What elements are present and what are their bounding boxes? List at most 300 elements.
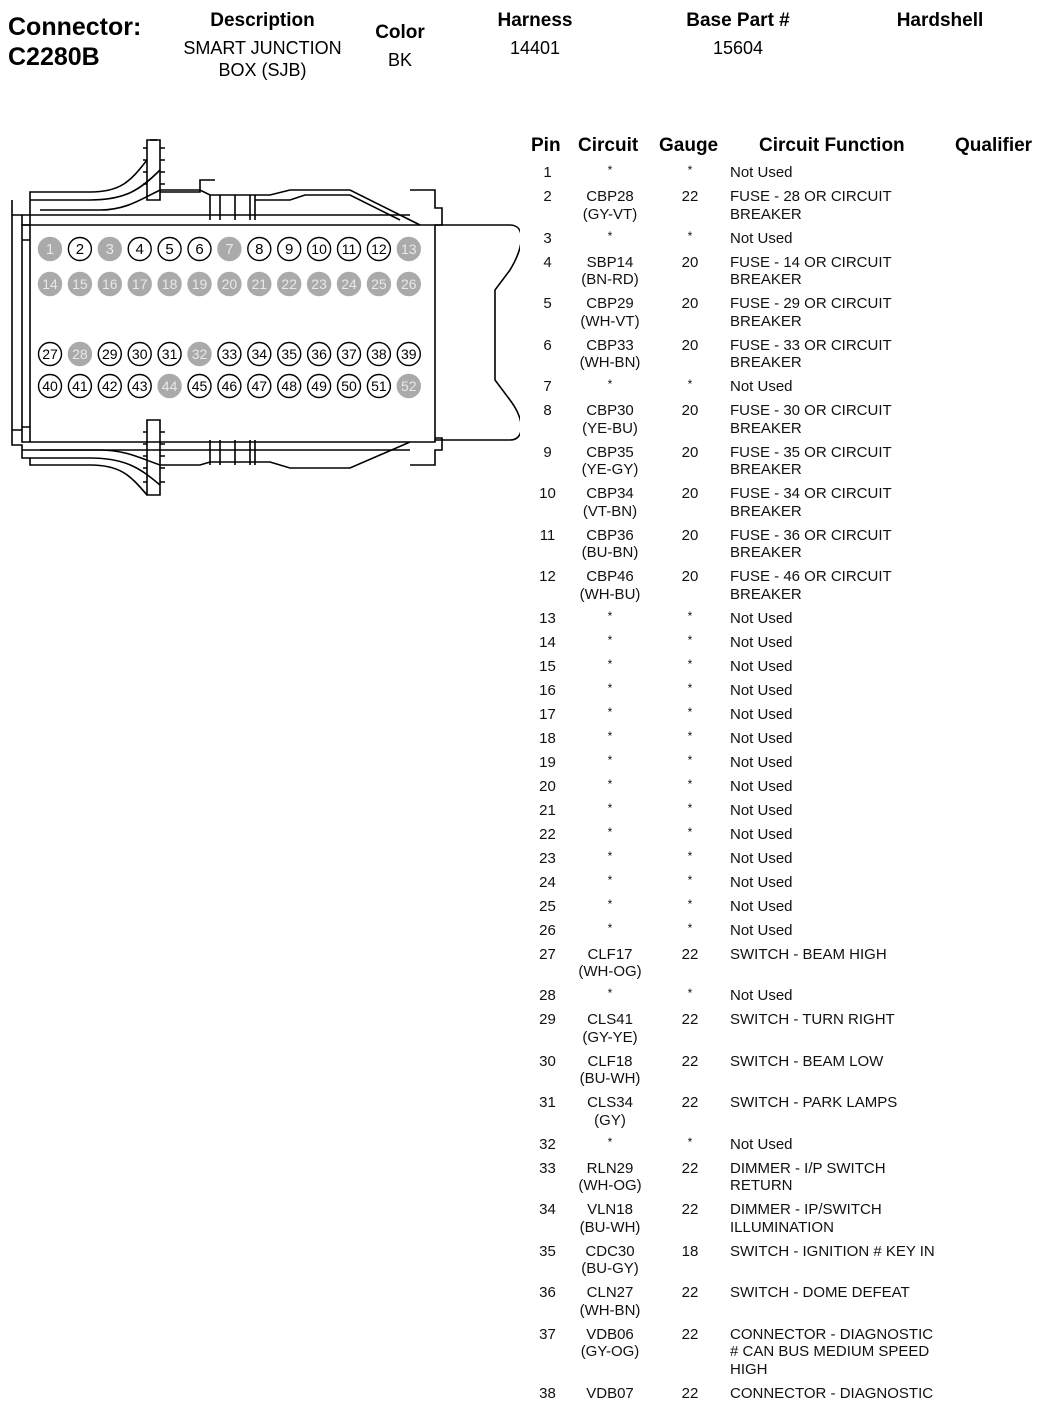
pin-label: 10 bbox=[311, 241, 327, 257]
pin-number: 16 bbox=[539, 681, 556, 699]
circuit-code: CLN27 bbox=[586, 1284, 634, 1301]
table-row bbox=[520, 1136, 1046, 1154]
table-row bbox=[520, 706, 1046, 724]
pin-label: 21 bbox=[251, 276, 268, 292]
pin-number: 25 bbox=[539, 897, 556, 915]
wire-gauge: 22 bbox=[681, 1384, 699, 1402]
table-row bbox=[520, 164, 1046, 182]
connector-pin bbox=[338, 375, 361, 398]
pin-number: 14 bbox=[539, 633, 556, 651]
pin-label: 39 bbox=[401, 346, 417, 362]
pin-number: 27 bbox=[539, 945, 556, 963]
pin-number: 26 bbox=[539, 921, 556, 939]
wire-color: (BU-WH) bbox=[579, 1218, 641, 1236]
pin-number: 8 bbox=[543, 402, 552, 419]
pin-label: 30 bbox=[131, 346, 148, 362]
pin-label: 19 bbox=[191, 276, 208, 292]
table-row bbox=[520, 802, 1046, 820]
connector-pin bbox=[128, 238, 151, 261]
circuit-function: FUSE - 34 OR CIRCUIT bbox=[730, 485, 892, 502]
circuit-code: * bbox=[607, 776, 613, 791]
pin-number: 34 bbox=[539, 1201, 556, 1218]
pin-label: 50 bbox=[341, 378, 357, 394]
circuit-code: CLF17 bbox=[587, 945, 633, 963]
color-label: Color bbox=[375, 22, 425, 43]
connector-pin bbox=[98, 343, 121, 366]
connector-pin bbox=[158, 238, 181, 261]
pin-label: 28 bbox=[72, 346, 88, 362]
connector-pin bbox=[308, 343, 331, 366]
table-row bbox=[520, 682, 1046, 700]
connector-pin bbox=[68, 375, 91, 398]
circuit-code: CBP29 bbox=[586, 295, 634, 312]
circuit-code: * bbox=[607, 848, 613, 863]
connector-pin bbox=[367, 375, 390, 398]
circuit-function: Not Used bbox=[730, 378, 793, 395]
pin-number: 21 bbox=[539, 801, 556, 819]
circuit-function: SWITCH - BEAM HIGH bbox=[730, 945, 887, 963]
connector-pin bbox=[338, 343, 361, 366]
pin-label: 13 bbox=[401, 241, 417, 257]
wire-gauge: 22 bbox=[681, 1284, 699, 1301]
col-header-pin: Pin bbox=[531, 135, 561, 156]
circuit-function: Not Used bbox=[730, 164, 793, 181]
circuit-function: Not Used bbox=[730, 987, 793, 1004]
wire-gauge: 20 bbox=[681, 568, 699, 585]
connector-pin bbox=[248, 238, 271, 261]
wire-gauge: * bbox=[687, 848, 693, 863]
pin-number: 1 bbox=[543, 164, 552, 181]
connector-pin bbox=[278, 238, 301, 261]
wire-gauge: * bbox=[687, 377, 693, 391]
connector-face-diagram bbox=[0, 120, 520, 510]
circuit-function: Not Used bbox=[730, 681, 793, 699]
table-row bbox=[520, 402, 1046, 437]
table-row bbox=[520, 987, 1046, 1005]
table-row bbox=[520, 898, 1046, 916]
pin-label: 22 bbox=[281, 276, 297, 292]
circuit-function-line2: BREAKER bbox=[730, 354, 802, 371]
wire-gauge: * bbox=[687, 632, 693, 647]
table-row bbox=[520, 1326, 1046, 1379]
circuit-function-line2: BREAKER bbox=[730, 205, 802, 223]
connector-pin bbox=[39, 273, 62, 296]
table-row bbox=[520, 527, 1046, 562]
pin-number: 7 bbox=[543, 378, 552, 395]
table-row bbox=[520, 826, 1046, 844]
circuit-function: SWITCH - BEAM LOW bbox=[730, 1052, 884, 1070]
connector-pin bbox=[218, 375, 241, 398]
circuit-code: CBP35 bbox=[586, 443, 634, 461]
pin-number: 17 bbox=[539, 705, 556, 723]
circuit-code: CBP46 bbox=[586, 568, 634, 585]
connector-pin bbox=[98, 375, 121, 398]
connector-pin bbox=[367, 273, 390, 296]
pin-label: 32 bbox=[191, 346, 208, 362]
harness-block bbox=[475, 10, 595, 59]
circuit-function: Not Used bbox=[730, 609, 793, 627]
wire-color: (YE-GY) bbox=[581, 461, 639, 478]
wire-gauge: 22 bbox=[681, 1094, 699, 1111]
connector-pin bbox=[39, 238, 62, 261]
circuit-function-line3: HIGH bbox=[730, 1360, 768, 1378]
col-header-circuit: Circuit bbox=[578, 135, 639, 156]
circuit-function: CONNECTOR - DIAGNOSTIC bbox=[730, 1384, 934, 1402]
table-row bbox=[520, 230, 1046, 248]
pin-number: 11 bbox=[539, 526, 556, 544]
circuit-function: Not Used bbox=[730, 801, 793, 819]
circuit-function: FUSE - 28 OR CIRCUIT bbox=[730, 188, 892, 205]
pin-label: 35 bbox=[281, 346, 297, 362]
table-row bbox=[520, 1243, 1046, 1278]
table-row bbox=[520, 444, 1046, 479]
connector-pin bbox=[278, 273, 301, 296]
circuit-function: Not Used bbox=[730, 729, 793, 747]
color-value: BK bbox=[387, 50, 412, 70]
harness-value: 14401 bbox=[509, 38, 561, 58]
circuit-function-line2: BREAKER bbox=[730, 502, 802, 520]
pin-label: 6 bbox=[195, 241, 204, 258]
connector-pin bbox=[248, 343, 271, 366]
wire-gauge: * bbox=[687, 680, 693, 695]
pin-number: 37 bbox=[539, 1325, 556, 1343]
connector-pin bbox=[397, 375, 420, 398]
connector-pin bbox=[278, 375, 301, 398]
wire-color: (WH-OG) bbox=[578, 1177, 642, 1194]
table-row bbox=[520, 1284, 1046, 1319]
table-row bbox=[520, 1385, 1046, 1403]
circuit-code: * bbox=[607, 752, 613, 767]
pin-label: 12 bbox=[371, 241, 387, 257]
pin-number: 28 bbox=[539, 987, 556, 1004]
circuit-function-line2: RETURN bbox=[730, 1177, 793, 1194]
wire-color: (VT-BN) bbox=[582, 502, 638, 520]
circuit-code: CLS41 bbox=[587, 1011, 633, 1028]
wire-gauge: 20 bbox=[681, 253, 699, 271]
pin-number: 6 bbox=[543, 336, 552, 354]
circuit-function-line2: BREAKER bbox=[730, 461, 802, 478]
table-row bbox=[520, 1160, 1046, 1195]
pin-label: 18 bbox=[161, 276, 178, 292]
table-row bbox=[520, 874, 1046, 892]
base-part-block bbox=[668, 10, 808, 59]
circuit-function: SWITCH - PARK LAMPS bbox=[730, 1094, 898, 1111]
pin-number: 19 bbox=[539, 753, 556, 771]
wire-color: (WH-BU) bbox=[579, 585, 641, 603]
connector-id: C2280B bbox=[8, 43, 100, 71]
connector-pin bbox=[397, 343, 420, 366]
pin-label: 11 bbox=[341, 241, 357, 257]
circuit-code: RLN29 bbox=[586, 1159, 634, 1177]
circuit-function-line2: BREAKER bbox=[730, 312, 802, 330]
wire-gauge: 22 bbox=[681, 1159, 699, 1177]
connector-pin bbox=[68, 238, 91, 261]
connector-pin bbox=[367, 238, 390, 261]
wire-gauge: * bbox=[687, 896, 693, 911]
wire-gauge: 20 bbox=[681, 526, 699, 544]
wire-color: (GY-YE) bbox=[582, 1028, 638, 1046]
pin-number: 15 bbox=[539, 657, 556, 675]
wire-color: (BU-BN) bbox=[581, 544, 639, 561]
pin-label: 33 bbox=[221, 346, 238, 362]
pin-number: 33 bbox=[539, 1159, 556, 1177]
pin-label: 16 bbox=[102, 276, 118, 292]
circuit-code: * bbox=[607, 872, 613, 887]
circuit-code: CLF18 bbox=[587, 1052, 633, 1070]
connector-pin bbox=[128, 343, 151, 366]
pin-label: 15 bbox=[72, 276, 88, 292]
circuit-code: * bbox=[607, 824, 613, 839]
wire-gauge: * bbox=[687, 228, 693, 243]
color-block bbox=[360, 22, 440, 71]
connector-pin bbox=[248, 375, 271, 398]
pin-label: 34 bbox=[251, 346, 268, 362]
pin-label: 3 bbox=[105, 241, 114, 258]
wire-gauge: 20 bbox=[681, 295, 699, 312]
wire-gauge: 22 bbox=[681, 1052, 699, 1070]
pin-number: 24 bbox=[539, 873, 556, 891]
circuit-code: * bbox=[607, 608, 613, 623]
circuit-function: SWITCH - DOME DEFEAT bbox=[730, 1284, 910, 1301]
circuit-function: Not Used bbox=[730, 777, 793, 795]
circuit-function: Not Used bbox=[730, 921, 793, 939]
connector-pin bbox=[308, 273, 331, 296]
table-row bbox=[520, 295, 1046, 330]
table-row bbox=[520, 1011, 1046, 1046]
table-row bbox=[520, 485, 1046, 520]
wire-gauge: * bbox=[687, 1134, 693, 1149]
circuit-code: * bbox=[607, 704, 613, 719]
harness-label: Harness bbox=[497, 10, 573, 31]
pin-label: 17 bbox=[131, 276, 148, 292]
table-row bbox=[520, 946, 1046, 981]
wire-gauge: 18 bbox=[681, 1242, 699, 1260]
pin-label: 51 bbox=[371, 378, 387, 394]
pin-label: 27 bbox=[42, 346, 58, 362]
pin-label: 38 bbox=[371, 346, 387, 362]
wire-color: (GY-OG) bbox=[580, 1343, 640, 1360]
base-part-value: 15604 bbox=[712, 38, 764, 58]
pin-number: 2 bbox=[543, 188, 552, 205]
pin-label: 5 bbox=[165, 241, 174, 258]
pin-label: 14 bbox=[42, 276, 58, 292]
wire-gauge: 20 bbox=[681, 336, 699, 354]
circuit-function: Not Used bbox=[730, 657, 793, 675]
pin-label: 40 bbox=[42, 378, 58, 394]
wire-color: (BU-WH) bbox=[579, 1070, 641, 1087]
wire-color: (YE-BU) bbox=[582, 419, 638, 437]
wire-color: (WH-VT) bbox=[580, 312, 640, 330]
wire-gauge: 22 bbox=[681, 1201, 699, 1218]
circuit-code: * bbox=[607, 728, 613, 743]
circuit-function-line2: BREAKER bbox=[730, 271, 802, 288]
wire-color: (BU-GY) bbox=[581, 1260, 639, 1277]
pin-number: 30 bbox=[539, 1052, 556, 1070]
circuit-code: * bbox=[607, 920, 613, 935]
connector-pin bbox=[98, 238, 121, 261]
wire-gauge: * bbox=[687, 800, 693, 815]
circuit-code: * bbox=[607, 377, 613, 391]
pin-label: 42 bbox=[102, 378, 118, 394]
connector-pin bbox=[338, 238, 361, 261]
table-row bbox=[520, 778, 1046, 796]
circuit-function: Not Used bbox=[730, 229, 793, 247]
connector-pin bbox=[278, 343, 301, 366]
wire-gauge: * bbox=[687, 163, 693, 177]
table-row bbox=[520, 254, 1046, 289]
circuit-code: CDC30 bbox=[585, 1242, 635, 1260]
pin-label: 52 bbox=[401, 378, 417, 394]
pin-number: 31 bbox=[539, 1094, 556, 1111]
connector-pin bbox=[39, 375, 62, 398]
connector-pin bbox=[248, 273, 271, 296]
connector-pin bbox=[218, 238, 241, 261]
connector-pin bbox=[218, 273, 241, 296]
pin-label: 20 bbox=[221, 276, 238, 292]
circuit-code: * bbox=[607, 896, 613, 911]
circuit-function-line2: ILLUMINATION bbox=[730, 1218, 834, 1236]
connector-pin bbox=[218, 343, 241, 366]
wire-color: (WH-BN) bbox=[579, 354, 641, 371]
pin-number: 5 bbox=[543, 295, 552, 312]
pin-label: 31 bbox=[161, 346, 178, 362]
wire-color: (WH-BN) bbox=[579, 1301, 641, 1319]
pin-label: 48 bbox=[281, 378, 297, 394]
connector-pin bbox=[98, 273, 121, 296]
pin-label: 7 bbox=[225, 241, 234, 258]
wire-color: (BN-RD) bbox=[581, 271, 639, 288]
pin-number: 20 bbox=[539, 777, 556, 795]
pin-label: 25 bbox=[371, 276, 387, 292]
pin-label: 43 bbox=[131, 378, 148, 394]
table-row bbox=[520, 337, 1046, 372]
table-row bbox=[520, 922, 1046, 940]
connector-pin bbox=[188, 238, 211, 261]
circuit-function: Not Used bbox=[730, 825, 793, 843]
connector-pin bbox=[308, 238, 331, 261]
base-part-label: Base Part # bbox=[686, 10, 790, 31]
pin-label: 29 bbox=[102, 346, 118, 362]
pin-label: 26 bbox=[401, 276, 417, 292]
circuit-function-line2: BREAKER bbox=[730, 544, 802, 561]
pin-number: 9 bbox=[543, 443, 552, 461]
connector-pin bbox=[158, 343, 181, 366]
connector-pin bbox=[397, 238, 420, 261]
circuit-function: Not Used bbox=[730, 873, 793, 891]
connector-heading bbox=[8, 12, 141, 72]
circuit-function: Not Used bbox=[730, 1135, 793, 1153]
pin-label: 45 bbox=[191, 378, 208, 394]
pin-number: 12 bbox=[539, 568, 556, 585]
circuit-code: CBP36 bbox=[586, 526, 634, 544]
circuit-function: Not Used bbox=[730, 849, 793, 867]
connector-pin bbox=[397, 273, 420, 296]
wire-gauge: * bbox=[687, 986, 693, 1000]
connector-pin bbox=[188, 375, 211, 398]
circuit-function-line2: BREAKER bbox=[730, 585, 802, 603]
connector-pin bbox=[128, 273, 151, 296]
wire-gauge: 22 bbox=[681, 188, 699, 205]
circuit-code: VDB07 bbox=[586, 1384, 634, 1402]
col-header-function: Circuit Function bbox=[759, 135, 905, 156]
connector-pin bbox=[308, 375, 331, 398]
hardshell-label: Hardshell bbox=[896, 10, 984, 31]
connector-pin bbox=[188, 273, 211, 296]
circuit-function: FUSE - 46 OR CIRCUIT bbox=[730, 568, 892, 585]
circuit-code: * bbox=[607, 680, 613, 695]
col-header-gauge: Gauge bbox=[659, 135, 719, 156]
table-row bbox=[520, 754, 1046, 772]
wire-gauge: * bbox=[687, 872, 693, 887]
circuit-code: CBP34 bbox=[586, 485, 634, 502]
pin-label: 46 bbox=[221, 378, 238, 394]
wire-color: (GY-VT) bbox=[582, 205, 638, 223]
circuit-function: Not Used bbox=[730, 705, 793, 723]
connector-pin bbox=[188, 343, 211, 366]
table-row bbox=[520, 378, 1046, 396]
wire-gauge: * bbox=[687, 656, 693, 671]
pin-label: 49 bbox=[311, 378, 327, 394]
wire-gauge: 22 bbox=[681, 1011, 699, 1028]
circuit-function: FUSE - 35 OR CIRCUIT bbox=[730, 443, 892, 461]
circuit-function: CONNECTOR - DIAGNOSTIC bbox=[730, 1325, 934, 1343]
table-row bbox=[520, 610, 1046, 628]
circuit-code: * bbox=[607, 163, 613, 177]
connector-pin bbox=[128, 375, 151, 398]
pin-number: 35 bbox=[539, 1242, 556, 1260]
table-row bbox=[520, 850, 1046, 868]
description-block bbox=[165, 10, 360, 81]
pin-label: 9 bbox=[285, 241, 294, 258]
table-row bbox=[520, 1201, 1046, 1236]
pin-number: 23 bbox=[539, 849, 556, 867]
circuit-function: DIMMER - IP/SWITCH bbox=[730, 1201, 882, 1218]
pin-number: 18 bbox=[539, 729, 556, 747]
circuit-function: SWITCH - TURN RIGHT bbox=[730, 1011, 895, 1028]
circuit-code: * bbox=[607, 1134, 613, 1149]
col-header-qualifier: Qualifier bbox=[955, 135, 1033, 156]
wire-gauge: * bbox=[687, 824, 693, 839]
description-line2: BOX (SJB) bbox=[218, 60, 307, 80]
circuit-function: FUSE - 30 OR CIRCUIT bbox=[730, 402, 892, 419]
pin-label: 8 bbox=[255, 241, 264, 258]
wire-gauge: * bbox=[687, 920, 693, 935]
pin-label: 37 bbox=[341, 346, 357, 362]
pin-label: 47 bbox=[251, 378, 268, 394]
wire-gauge: 20 bbox=[681, 485, 699, 502]
circuit-function: FUSE - 33 OR CIRCUIT bbox=[730, 336, 892, 354]
circuit-code: * bbox=[607, 800, 613, 815]
pin-number: 32 bbox=[539, 1135, 556, 1153]
pin-label: 23 bbox=[311, 276, 327, 292]
circuit-code: VLN18 bbox=[587, 1201, 633, 1218]
wire-gauge: * bbox=[687, 752, 693, 767]
wire-color: (GY) bbox=[594, 1111, 626, 1129]
circuit-function: Not Used bbox=[730, 753, 793, 771]
connector-pin bbox=[367, 343, 390, 366]
circuit-function: FUSE - 14 OR CIRCUIT bbox=[730, 253, 892, 271]
table-row bbox=[520, 658, 1046, 676]
wire-gauge: * bbox=[687, 776, 693, 791]
pin-number: 13 bbox=[539, 609, 556, 627]
circuit-code: * bbox=[607, 986, 613, 1000]
description-line1: SMART JUNCTION bbox=[183, 38, 342, 58]
circuit-code: VDB06 bbox=[586, 1325, 634, 1343]
connector-label: Connector: bbox=[8, 13, 142, 41]
pin-label: 41 bbox=[72, 378, 88, 394]
pin-number: 4 bbox=[543, 253, 552, 271]
table-row bbox=[520, 1053, 1046, 1088]
